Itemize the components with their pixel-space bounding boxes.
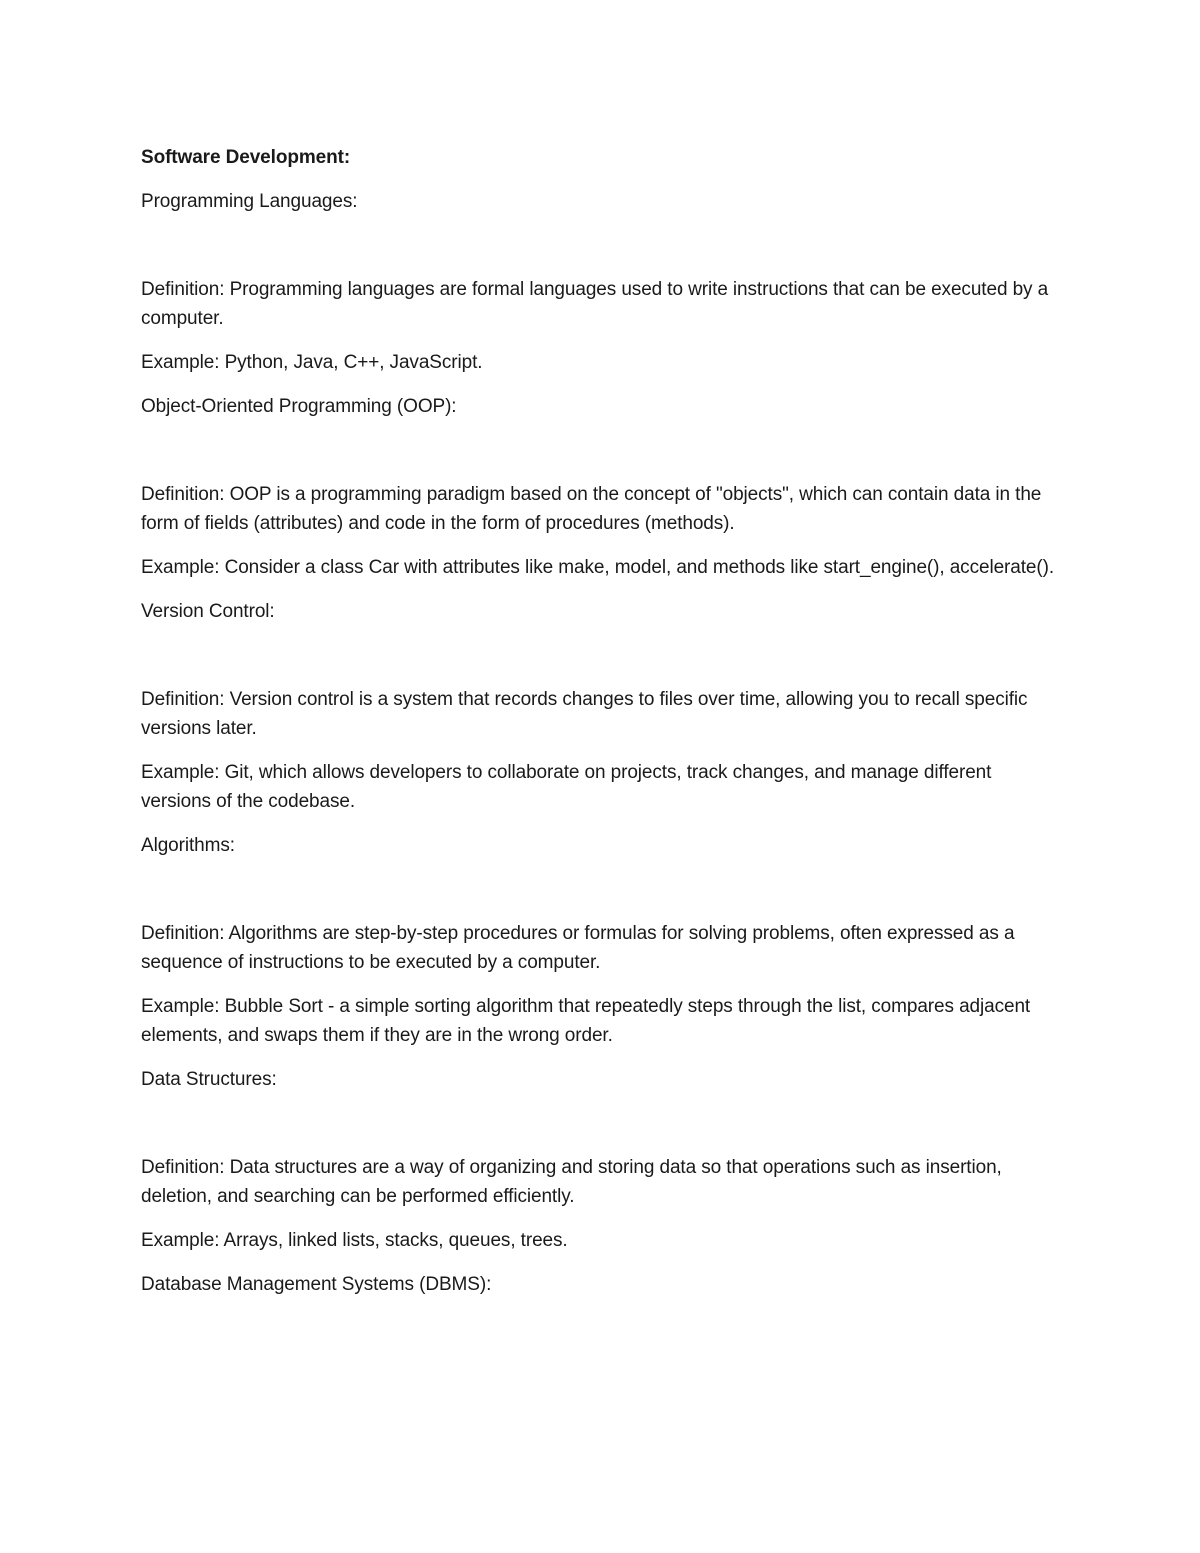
- definition-oop: Definition: OOP is a programming paradigm based on the concept of "objects", which can contain data in the form of fields (attributes) and code in the form of procedures (methods).: [141, 484, 1042, 534]
- definition-programming-languages: Definition: Programming languages are formal languages used to write instructions that can be executed by a computer.: [141, 279, 1049, 329]
- example-programming-languages: Example: Python, Java, C++, JavaScript.: [141, 352, 483, 373]
- example-data-structures: Example: Arrays, linked lists, stacks, queues, trees.: [141, 1230, 568, 1251]
- example-algorithms: Example: Bubble Sort - a simple sorting algorithm that repeatedly steps through the list, compares adjacent elements, and swaps them if they are in the wrong order.: [141, 996, 1031, 1046]
- section-heading-oop: Object-Oriented Programming (OOP):: [141, 396, 457, 417]
- spacer: [141, 436, 1061, 480]
- section-heading-programming-languages: Programming Languages:: [141, 191, 358, 212]
- example-oop: Example: Consider a class Car with attributes like make, model, and methods like start_engine(), accelerate().: [141, 557, 1055, 578]
- section-heading-data-structures: Data Structures:: [141, 1069, 277, 1090]
- definition-data-structures: Definition: Data structures are a way of organizing and storing data so that operations such as insertion, deletion, and searching can be performed efficiently.: [141, 1157, 1002, 1207]
- spacer: [141, 1109, 1061, 1153]
- document-title: Software Development:: [141, 147, 351, 168]
- example-version-control: Example: Git, which allows developers to collaborate on projects, track changes, and manage different versions of the codebase.: [141, 762, 992, 812]
- spacer: [141, 231, 1061, 275]
- spacer: [141, 641, 1061, 685]
- section-heading-dbms: Database Management Systems (DBMS):: [141, 1274, 492, 1295]
- definition-algorithms: Definition: Algorithms are step-by-step procedures or formulas for solving problems, often expressed as a sequence of instructions to be executed by a computer.: [141, 923, 1015, 973]
- spacer: [141, 875, 1061, 919]
- section-heading-version-control: Version Control:: [141, 601, 275, 622]
- document-body: [141, 143, 1061, 1314]
- definition-version-control: Definition: Version control is a system that records changes to files over time, allowing you to recall specific versions later.: [141, 689, 1028, 739]
- section-heading-algorithms: Algorithms:: [141, 835, 235, 856]
